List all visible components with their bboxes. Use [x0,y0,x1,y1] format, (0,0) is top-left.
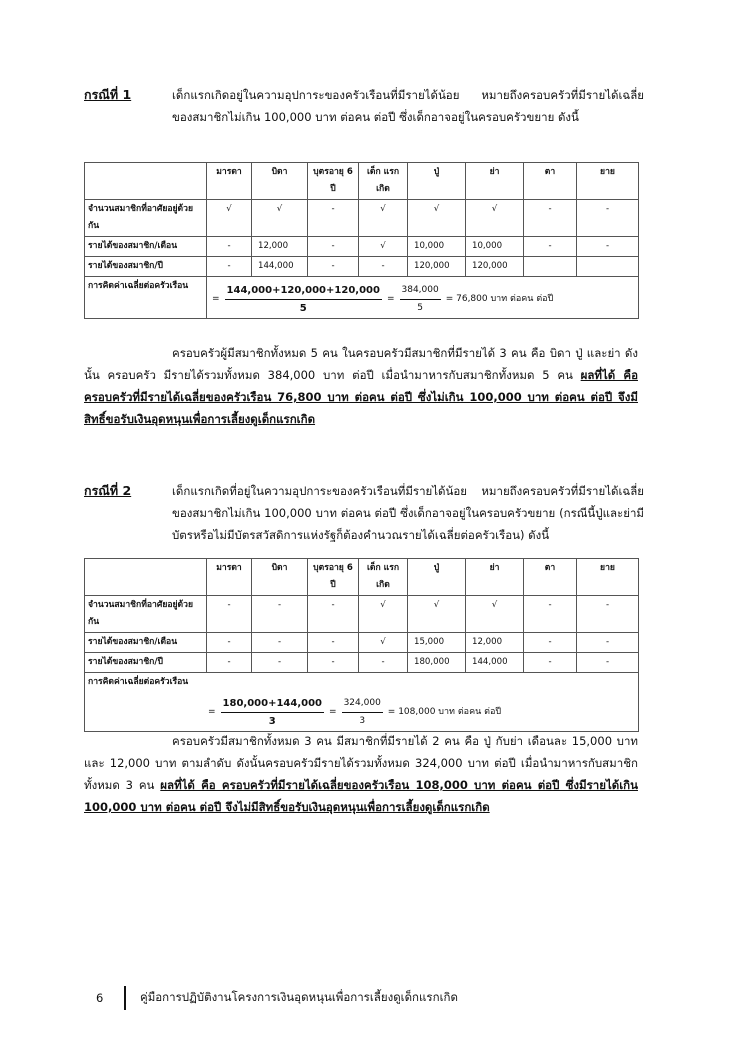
table-cell: √ [359,633,408,653]
footer-divider [124,986,126,1010]
header-cell: ยาย [577,163,639,200]
table-cell: 10,000 [466,237,524,257]
table-cell: √ [408,200,466,237]
case-1-intro [84,84,644,128]
table-cell: - [577,200,639,237]
header-cell: มารดา [207,559,252,596]
table-cell: - [359,653,408,673]
header-cell: ยาย [577,559,639,596]
fraction [342,695,383,730]
table-row [85,237,639,257]
page-number: 6 [96,991,104,1005]
table-cell: - [524,237,577,257]
case-2-header-row [85,559,639,596]
table-cell: - [577,596,639,633]
table-row [85,653,639,673]
table-cell: - [308,633,359,653]
header-cell: เด็ก แรกเกิด [359,559,408,596]
table-cell: - [524,653,577,673]
header-cell [85,163,207,200]
row-label: การคิดค่าเฉลี่ยต่อครัวเรือน [85,277,207,319]
equals-sign: = [212,294,220,304]
case-2-description: เด็กแรกเกิดที่อยู่ในความอุปการะของครัวเรือนที่มีรายได้น้อย หมายถึงครอบครัวที่มีรายได้เฉลี่ยของสมาชิกไม่เกิน 100,000 บาท ต่อคน ต่อปี ซึ่งเด็กอาจอยู่ในครอบครัวขยาย (กรณีนี้ปู่และย่ามีบัตรหรือไม่มีบัตรสวัสดิการแห่งรัฐก็ต้องคำนวณรายได้เฉลี่ยต่อครัวเรือน) ดังนี้ [172,484,644,542]
table-cell: 144,000 [252,257,308,277]
table-cell: - [308,596,359,633]
header-cell: ปู่ [408,163,466,200]
numerator: 144,000+120,000+120,000 [225,282,382,300]
table-cell: 120,000 [408,257,466,277]
table-cell: - [207,633,252,653]
table-cell: - [577,633,639,653]
row-label: จำนวนสมาชิกที่อาศัยอยู่ด้วยกัน [85,200,207,237]
equals-sign: = [386,294,395,304]
table-cell: - [207,257,252,277]
header-cell [85,559,207,596]
header-cell: บุตรอายุ 6 ปี [308,559,359,596]
table-cell: √ [207,200,252,237]
case-2-label: กรณีที่ 2 [84,483,132,498]
case-1-label: กรณีที่ 1 [84,87,132,102]
header-cell: ตา [524,163,577,200]
header-cell: ตา [524,559,577,596]
numerator: 384,000 [400,282,441,300]
table-cell [524,257,577,277]
table-cell: - [577,237,639,257]
row-label: จำนวนสมาชิกที่อาศัยอยู่ด้วยกัน [85,596,207,633]
table-cell: - [308,653,359,673]
case-1-header-row [85,163,639,200]
table-cell: 180,000 [408,653,466,673]
case-2-table [84,558,639,732]
table-cell: 12,000 [466,633,524,653]
table-cell: - [308,200,359,237]
fraction [225,282,382,317]
numerator: 180,000+144,000 [221,695,324,713]
fraction [400,282,441,317]
table-cell: √ [466,596,524,633]
average-formula [210,278,635,317]
table-row [85,633,639,653]
calc-row [85,673,639,732]
table-cell [577,257,639,277]
row-label: รายได้ของสมาชิก/เดือน [85,633,207,653]
table-cell: √ [359,200,408,237]
table-cell: - [524,200,577,237]
header-cell: บิดา [252,559,308,596]
table-cell: 10,000 [408,237,466,257]
table-cell: - [252,653,308,673]
formula-result: = 76,800 บาท ต่อคน ต่อปี [445,294,554,304]
table-cell: - [577,653,639,673]
row-label: การคิดค่าเฉลี่ยต่อครัวเรือน [88,677,189,687]
average-formula [88,691,635,730]
table-cell: - [308,237,359,257]
header-cell: ย่า [466,163,524,200]
header-cell: มารดา [207,163,252,200]
footer-title: คู่มือการปฏิบัติงานโครงการเงินอุดหนุนเพื่อการเลี้ยงดูเด็กแรกเกิด [140,990,458,1004]
table-cell: - [359,257,408,277]
equals-sign: = [329,707,337,717]
page-footer [96,986,458,1010]
table-cell: 12,000 [252,237,308,257]
table-cell: - [308,257,359,277]
header-cell: บิดา [252,163,308,200]
calc-cell [85,673,639,732]
table-cell: - [524,633,577,653]
table-cell: 15,000 [408,633,466,653]
table-cell: √ [408,596,466,633]
table-cell: √ [466,200,524,237]
conclusion-result: ผลที่ได้ คือ ครอบครัวที่มีรายได้เฉลี่ยของครัวเรือน 108,000 บาท ต่อคน ต่อปี ซึ่งมีรายได้เกิน 100,000 บาท ต่อคน ต่อปี จึงไม่มีสิทธิ์ขอรับเงินอุดหนุนเพื่อการเลี้ยงดูเด็กแรกเกิด [84,778,638,814]
denominator: 5 [299,303,307,314]
row-label: รายได้ของสมาชิก/ปี [85,653,207,673]
numerator: 324,000 [342,695,383,713]
conclusion-result: ผลที่ได้ คือ ครอบครัวที่มีรายได้เฉลี่ยของครัวเรือน 76,800 บาท ต่อคน ต่อปี ซึ่งไม่เกิน 100,000 บาท ต่อคน ต่อปี จึงมีสิทธิ์ขอรับเงินอุดหนุนเพื่อการเลี้ยงดูเด็กแรกเกิด [84,368,638,426]
table-cell: √ [359,237,408,257]
conclusion-text: ครอบครัวมีสมาชิกทั้งหมด 3 คน มีสมาชิกที่มีรายได้ 2 คน คือ ปู่ กับย่า เดือนละ 15,000 บาท และ 12,000 บาท ตามลำดับ ดังนั้นครอบครัวมีรายได้รวมทั้งหมด 324,000 บาท ต่อปี เมื่อนำมาหารกับสมาชิกทั้งหมด 3 คน [84,734,638,792]
denominator: 3 [268,716,276,727]
header-cell: ย่า [466,559,524,596]
table-cell: - [524,596,577,633]
case-2-intro [84,480,644,546]
calc-cell [207,277,639,319]
table-cell: √ [252,200,308,237]
table-row [85,200,639,237]
denominator: 3 [359,716,366,726]
denominator: 5 [417,303,423,313]
header-cell: เด็ก แรกเกิด [359,163,408,200]
case-1-table [84,162,639,319]
case-1-conclusion [84,342,638,430]
table-cell: - [207,596,252,633]
table-cell: - [207,653,252,673]
table-cell: 120,000 [466,257,524,277]
row-label: รายได้ของสมาชิก/ปี [85,257,207,277]
table-row [85,257,639,277]
table-cell: - [252,633,308,653]
equals-sign: = [208,707,216,717]
case-1-description: เด็กแรกเกิดอยู่ในความอุปการะของครัวเรือนที่มีรายได้น้อย หมายถึงครอบครัวที่มีรายได้เฉลี่ยของสมาชิกไม่เกิน 100,000 บาท ต่อคน ต่อปี ซึ่งเด็กอาจอยู่ในครอบครัวขยาย ดังนี้ [172,88,644,124]
formula-result: = 108,000 บาท ต่อคน ต่อปี [387,707,502,717]
table-cell: √ [359,596,408,633]
table-row [85,596,639,633]
calc-row [85,277,639,319]
conclusion-text: ครอบครัวผู้มีสมาชิกทั้งหมด 5 คน ในครอบครัวมีสมาชิกที่มีรายได้ 3 คน คือ บิดา ปู่ และย่า ดังนั้น ครอบครัว มีรายได้รวมทั้งหมด 384,000 บาท ต่อปี เมื่อนำมาหารกับสมาชิกทั้งหมด 5 คน [84,346,638,382]
header-cell: บุตรอายุ 6 ปี [308,163,359,200]
case-2-conclusion [84,730,638,818]
table-cell: - [252,596,308,633]
table-cell: - [207,237,252,257]
row-label: รายได้ของสมาชิก/เดือน [85,237,207,257]
fraction [221,695,324,730]
header-cell: ปู่ [408,559,466,596]
table-cell: 144,000 [466,653,524,673]
